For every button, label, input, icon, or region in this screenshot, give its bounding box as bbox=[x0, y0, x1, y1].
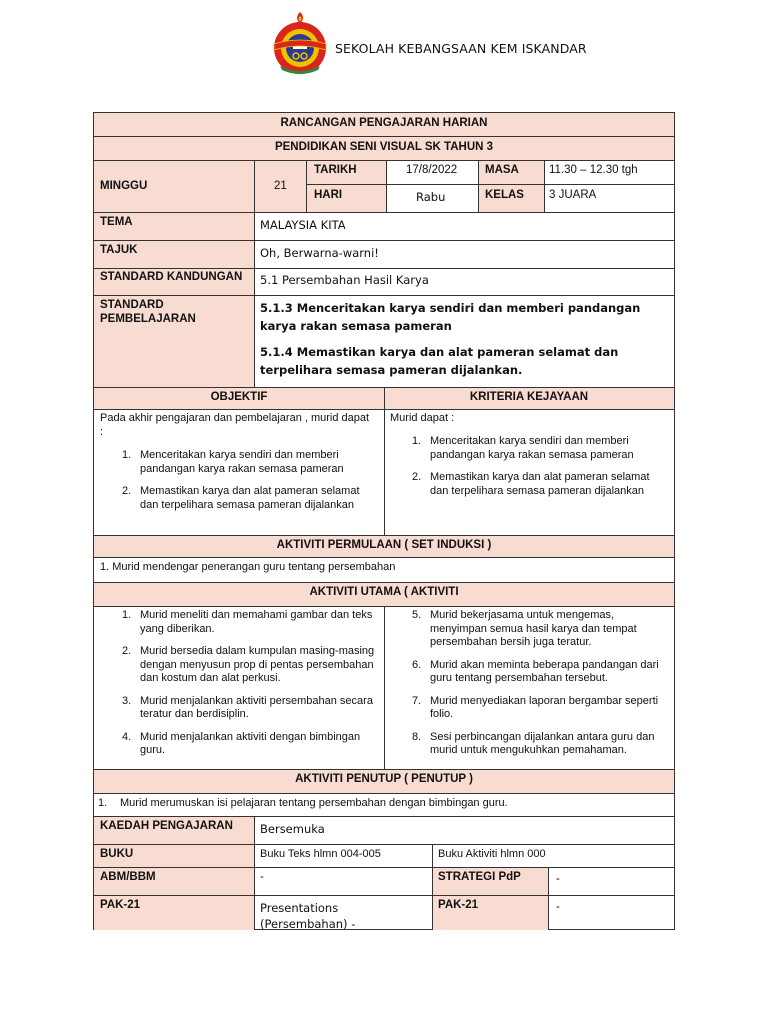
list-item: 2. Memastikan karya dan alat pameran selamat dan terpelihara semasa pameran dijalankan bbox=[122, 485, 360, 511]
objektif-intro: Pada akhir pengajaran dan pembelajaran , murid dapat : bbox=[100, 412, 370, 438]
tajuk-value: Oh, Berwarna-warni! bbox=[260, 246, 379, 260]
objektif-list bbox=[94, 449, 379, 521]
minggu-value: 21 bbox=[274, 180, 287, 192]
school-crest-logo bbox=[270, 10, 330, 76]
masa-label: MASA bbox=[485, 164, 519, 176]
sp-value-1: 5.1.3 Menceritakan karya sendiri dan memberi pandangan karya rakan semasa pameran bbox=[260, 301, 641, 333]
minggu-label: MINGGU bbox=[100, 180, 148, 192]
sp-label-1: STANDARD bbox=[100, 299, 164, 311]
buku-aktiviti: Buku Aktiviti hlmn 000 bbox=[438, 848, 546, 860]
kaedah-value: Bersemuka bbox=[260, 822, 325, 836]
strategi-value: - bbox=[556, 873, 560, 885]
tarikh-label: TARIKH bbox=[314, 164, 357, 176]
school-name: SEKOLAH KEBANGSAAN KEM ISKANDAR bbox=[335, 41, 587, 56]
list-item: 2. Murid bersedia dalam kumpulan masing-masing dengan menyusun prop di pentas persembahan dan kostum dan alat perkusi. bbox=[122, 645, 375, 684]
pak21-label-2: PAK-21 bbox=[438, 899, 479, 911]
list-item: 1. Menceritakan karya sendiri dan memberi pandangan karya rakan semasa pameran bbox=[412, 435, 634, 461]
hari-label: HARI bbox=[314, 189, 343, 201]
permulaan-text: 1. Murid mendengar penerangan guru tentang persembahan bbox=[100, 561, 396, 573]
pak21-label: PAK-21 bbox=[100, 899, 141, 911]
list-item: 1. Menceritakan karya sendiri dan memberi pandangan karya rakan semasa pameran bbox=[122, 449, 344, 475]
sp-label-2: PEMBELAJARAN bbox=[100, 313, 196, 325]
plan-subject: PENDIDIKAN SENI VISUAL SK TAHUN 3 bbox=[274, 141, 494, 153]
kelas-label: KELAS bbox=[485, 189, 524, 201]
hari-value: Rabu bbox=[416, 190, 446, 204]
sp-value-2: 5.1.4 Memastikan karya dan alat pameran selamat dan terpelihara semasa pameran dijalankan. bbox=[260, 345, 619, 377]
list-item: 5. Murid bekerjasama untuk mengemas, menyimpan semua hasil karya dan tempat persembahan bersih juga teratur. bbox=[412, 609, 637, 648]
plan-title: RANCANGAN PENGAJARAN HARIAN bbox=[280, 117, 488, 129]
sk-label: STANDARD KANDUNGAN bbox=[100, 271, 243, 283]
permulaan-header: AKTIVITI PERMULAAN ( SET INDUKSI ) bbox=[276, 539, 492, 551]
tarikh-value: 17/8/2022 bbox=[406, 164, 458, 176]
objektif-header: OBJEKTIF bbox=[210, 391, 268, 403]
tema-value: MALAYSIA KITA bbox=[260, 218, 346, 232]
abm-label: ABM/BBM bbox=[100, 871, 156, 883]
utama-header: AKTIVITI UTAMA ( AKTIVITI bbox=[309, 586, 459, 598]
kriteria-header: KRITERIA KEJAYAAN bbox=[469, 391, 589, 403]
list-item: 1. Murid meneliti dan memahami gambar dan teks yang diberikan. bbox=[122, 609, 373, 635]
list-item: 8. Sesi perbincangan dijalankan antara guru dan murid untuk mengukuhkan pemahaman. bbox=[412, 730, 655, 756]
utama-right-list bbox=[384, 609, 669, 767]
list-item: 3. Murid menjalankan aktiviti persembahan secara teratur dan berdisiplin. bbox=[122, 694, 373, 720]
kaedah-label: KAEDAH PENGAJARAN bbox=[100, 820, 233, 832]
kriteria-intro: Murid dapat : bbox=[390, 412, 455, 424]
masa-value: 11.30 – 12.30 tgh bbox=[549, 164, 638, 176]
penutup-text: Murid merumuskan isi pelajaran tentang persembahan dengan bimbingan guru. bbox=[120, 797, 508, 809]
buku-teks: Buku Teks hlmn 004-005 bbox=[260, 848, 381, 860]
pak21-value-1: Presentations bbox=[260, 901, 339, 915]
kriteria-list bbox=[384, 435, 669, 507]
list-item: 2. Memastikan karya dan alat pameran selamat dan terpelihara semasa pameran dijalankan bbox=[412, 471, 650, 497]
utama-left-list bbox=[94, 609, 379, 767]
lesson-plan-table bbox=[93, 112, 675, 930]
tema-label: TEMA bbox=[100, 216, 133, 228]
abm-value: - bbox=[260, 871, 264, 883]
tajuk-label: TAJUK bbox=[100, 244, 138, 256]
penutup-header: AKTIVITI PENUTUP ( PENUTUP ) bbox=[295, 773, 473, 785]
list-item: 4. Murid menjalankan aktiviti dengan bimbingan guru. bbox=[122, 730, 361, 756]
list-item: 6. Murid akan meminta beberapa pandangan dari guru tentang persembahan tersebut. bbox=[412, 658, 659, 684]
pak21-value-2: (Persembahan) - bbox=[260, 917, 356, 931]
strategi-label: STRATEGI PdP bbox=[438, 871, 521, 883]
buku-label: BUKU bbox=[100, 848, 134, 860]
page-header bbox=[0, 0, 768, 100]
list-item: 7. Murid menyediakan laporan bergambar seperti folio. bbox=[412, 694, 659, 720]
pak21-value-3: - bbox=[556, 901, 560, 913]
penutup-num: 1. bbox=[98, 797, 108, 809]
kelas-value: 3 JUARA bbox=[549, 189, 597, 201]
sk-value: 5.1 Persembahan Hasil Karya bbox=[260, 273, 429, 287]
